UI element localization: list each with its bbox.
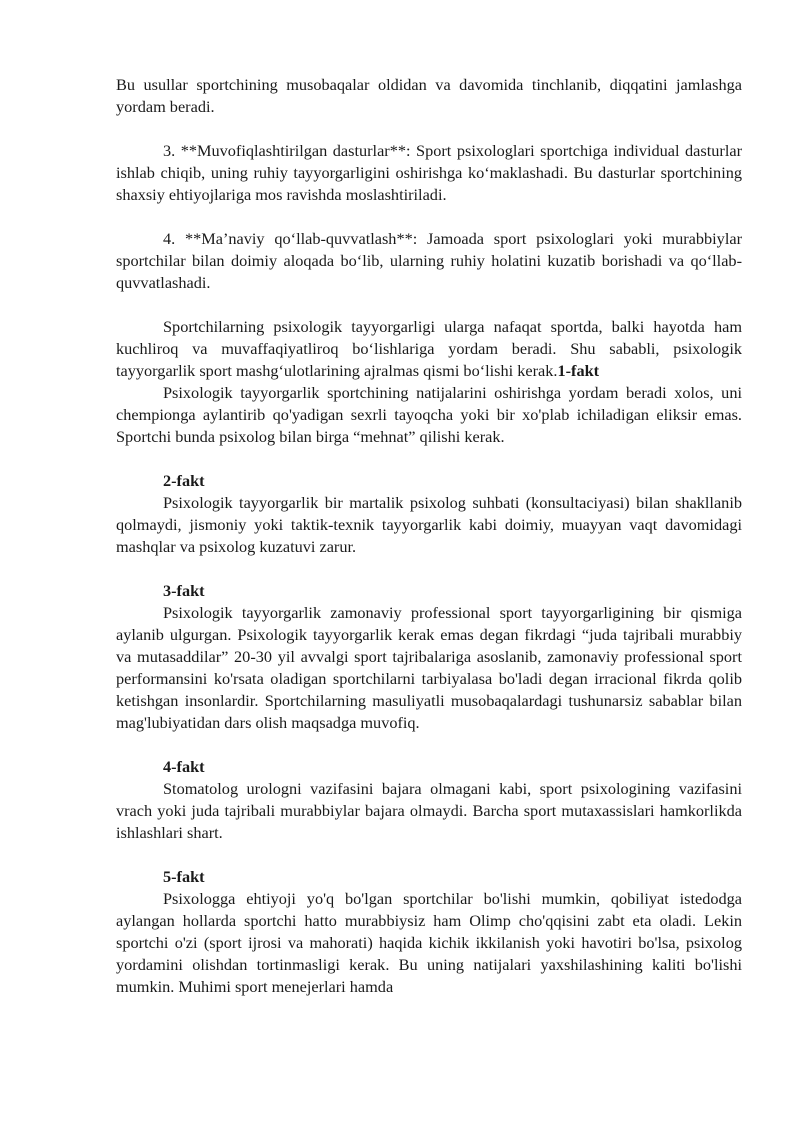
paragraph-fact-5: Psixologga ehtiyoji yo'q bo'lgan sportchilar bo'lishi mumkin, qobiliyat istedodga aylangan hollarda sportchi hatto murabbiysiz ham Olimp cho'qqisini zabt eta oladi. Lekin sportchi o'zi (sport ijrosi va mahorati) haqida kichik ikkilanish yoki havotiri bo'lsa, psixolog yordamini olishdan tortinmasligi kerak. Bu uning natijalari yaxshilashining kaliti bo'lishi mumkin. Muhimi sport menejerlari hamda <box>116 889 742 996</box>
fact-3-heading: 3-fakt <box>163 581 205 600</box>
paragraph-custom-programs: 3. **Muvofiqlashtirilgan dasturlar**: Sport psixologlari sportchiga individual dasturlar ishlab chiqib, uning ruhiy tayyorgarligini oshirishga ko‘maklashadi. Bu dasturlar sportchining shaxsiy ehtiyojlariga mos ravishda moslashtiriladi. <box>116 141 742 204</box>
fact-1-heading: 1-fakt <box>557 361 600 380</box>
fact-2-heading: 2-fakt <box>163 471 205 490</box>
fact-5-heading: 5-fakt <box>163 867 205 886</box>
paragraph-moral-support: 4. **Ma’naviy qo‘llab-quvvatlash**: Jamoada sport psixologlari yoki murabbiylar sportchilar bilan doimiy aloqada bo‘lib, ularning ruhiy holatini kuzatib borishadi va qo‘llab-quvvatlashadi. <box>116 229 742 292</box>
paragraph-fact-2: Psixologik tayyorgarlik bir martalik psixolog suhbati (konsultaciyasi) bilan shakllanib qolmaydi, jismoniy yoki taktik-texnik tayyorgarlik kabi doimiy, muayyan vaqt davomidagi mashqlar va psixolog kuzatuvi zarur. <box>116 493 742 556</box>
fact-4-heading: 4-fakt <box>163 757 205 776</box>
paragraph-fact-1: Psixologik tayyorgarlik sportchining natijalarini oshirishga yordam beradi xolos, uni chempionga aylantirib qo'yadigan sexrli tayoqcha yoki bir xo'plab ichiladigan eliksir emas. Sportchi bunda psixolog bilan birga “mehnat” qilishi kerak. <box>116 383 742 446</box>
paragraph-conclusion <box>116 316 742 382</box>
paragraph-fact-4: Stomatolog urologni vazifasini bajara olmagani kabi, sport psixologining vazifasini vrach yoki juda tajribali murabbiylar bajara olmaydi. Barcha sport mutaxassislari hamkorlikda ishlashlari shart. <box>116 779 742 842</box>
paragraph-methods-summary: Bu usullar sportchining musobaqalar oldidan va davomida tinchlanib, diqqatini jamlashga yordam beradi. <box>116 75 742 116</box>
paragraph-fact-3: Psixologik tayyorgarlik zamonaviy professional sport tayyorgarligining bir qismiga aylanib ulgurgan. Psixologik tayyorgarlik kerak emas degan fikrdagi “juda tajribali murabbiy va mutasaddilar” 20-30 yil avvalgi sport tajribalariga asoslanib, zamonaviy professional sport performansini ko'rsata oladigan sportchilarni tarbiyalasa bo'ladi degan irracional fikrda qolib ketishgan insonlardir. Sportchilarning masuliyatli musobaqalardagi tushunarsiz sabablar bilan mag'lubiyatidan dars olish maqsadga muvofiq. <box>116 603 742 732</box>
conclusion-text: Sportchilarning psixologik tayyorgarligi ularga nafaqat sportda, balki hayotda ham kuchliroq va muvaffaqiyatliroq bo‘lishlariga yordam beradi. Shu sababli, psixologik tayyorgarlik sport mashg‘ulotlarining ajralmas qismi bo‘lishi kerak. <box>116 317 742 380</box>
document-body <box>116 74 742 998</box>
